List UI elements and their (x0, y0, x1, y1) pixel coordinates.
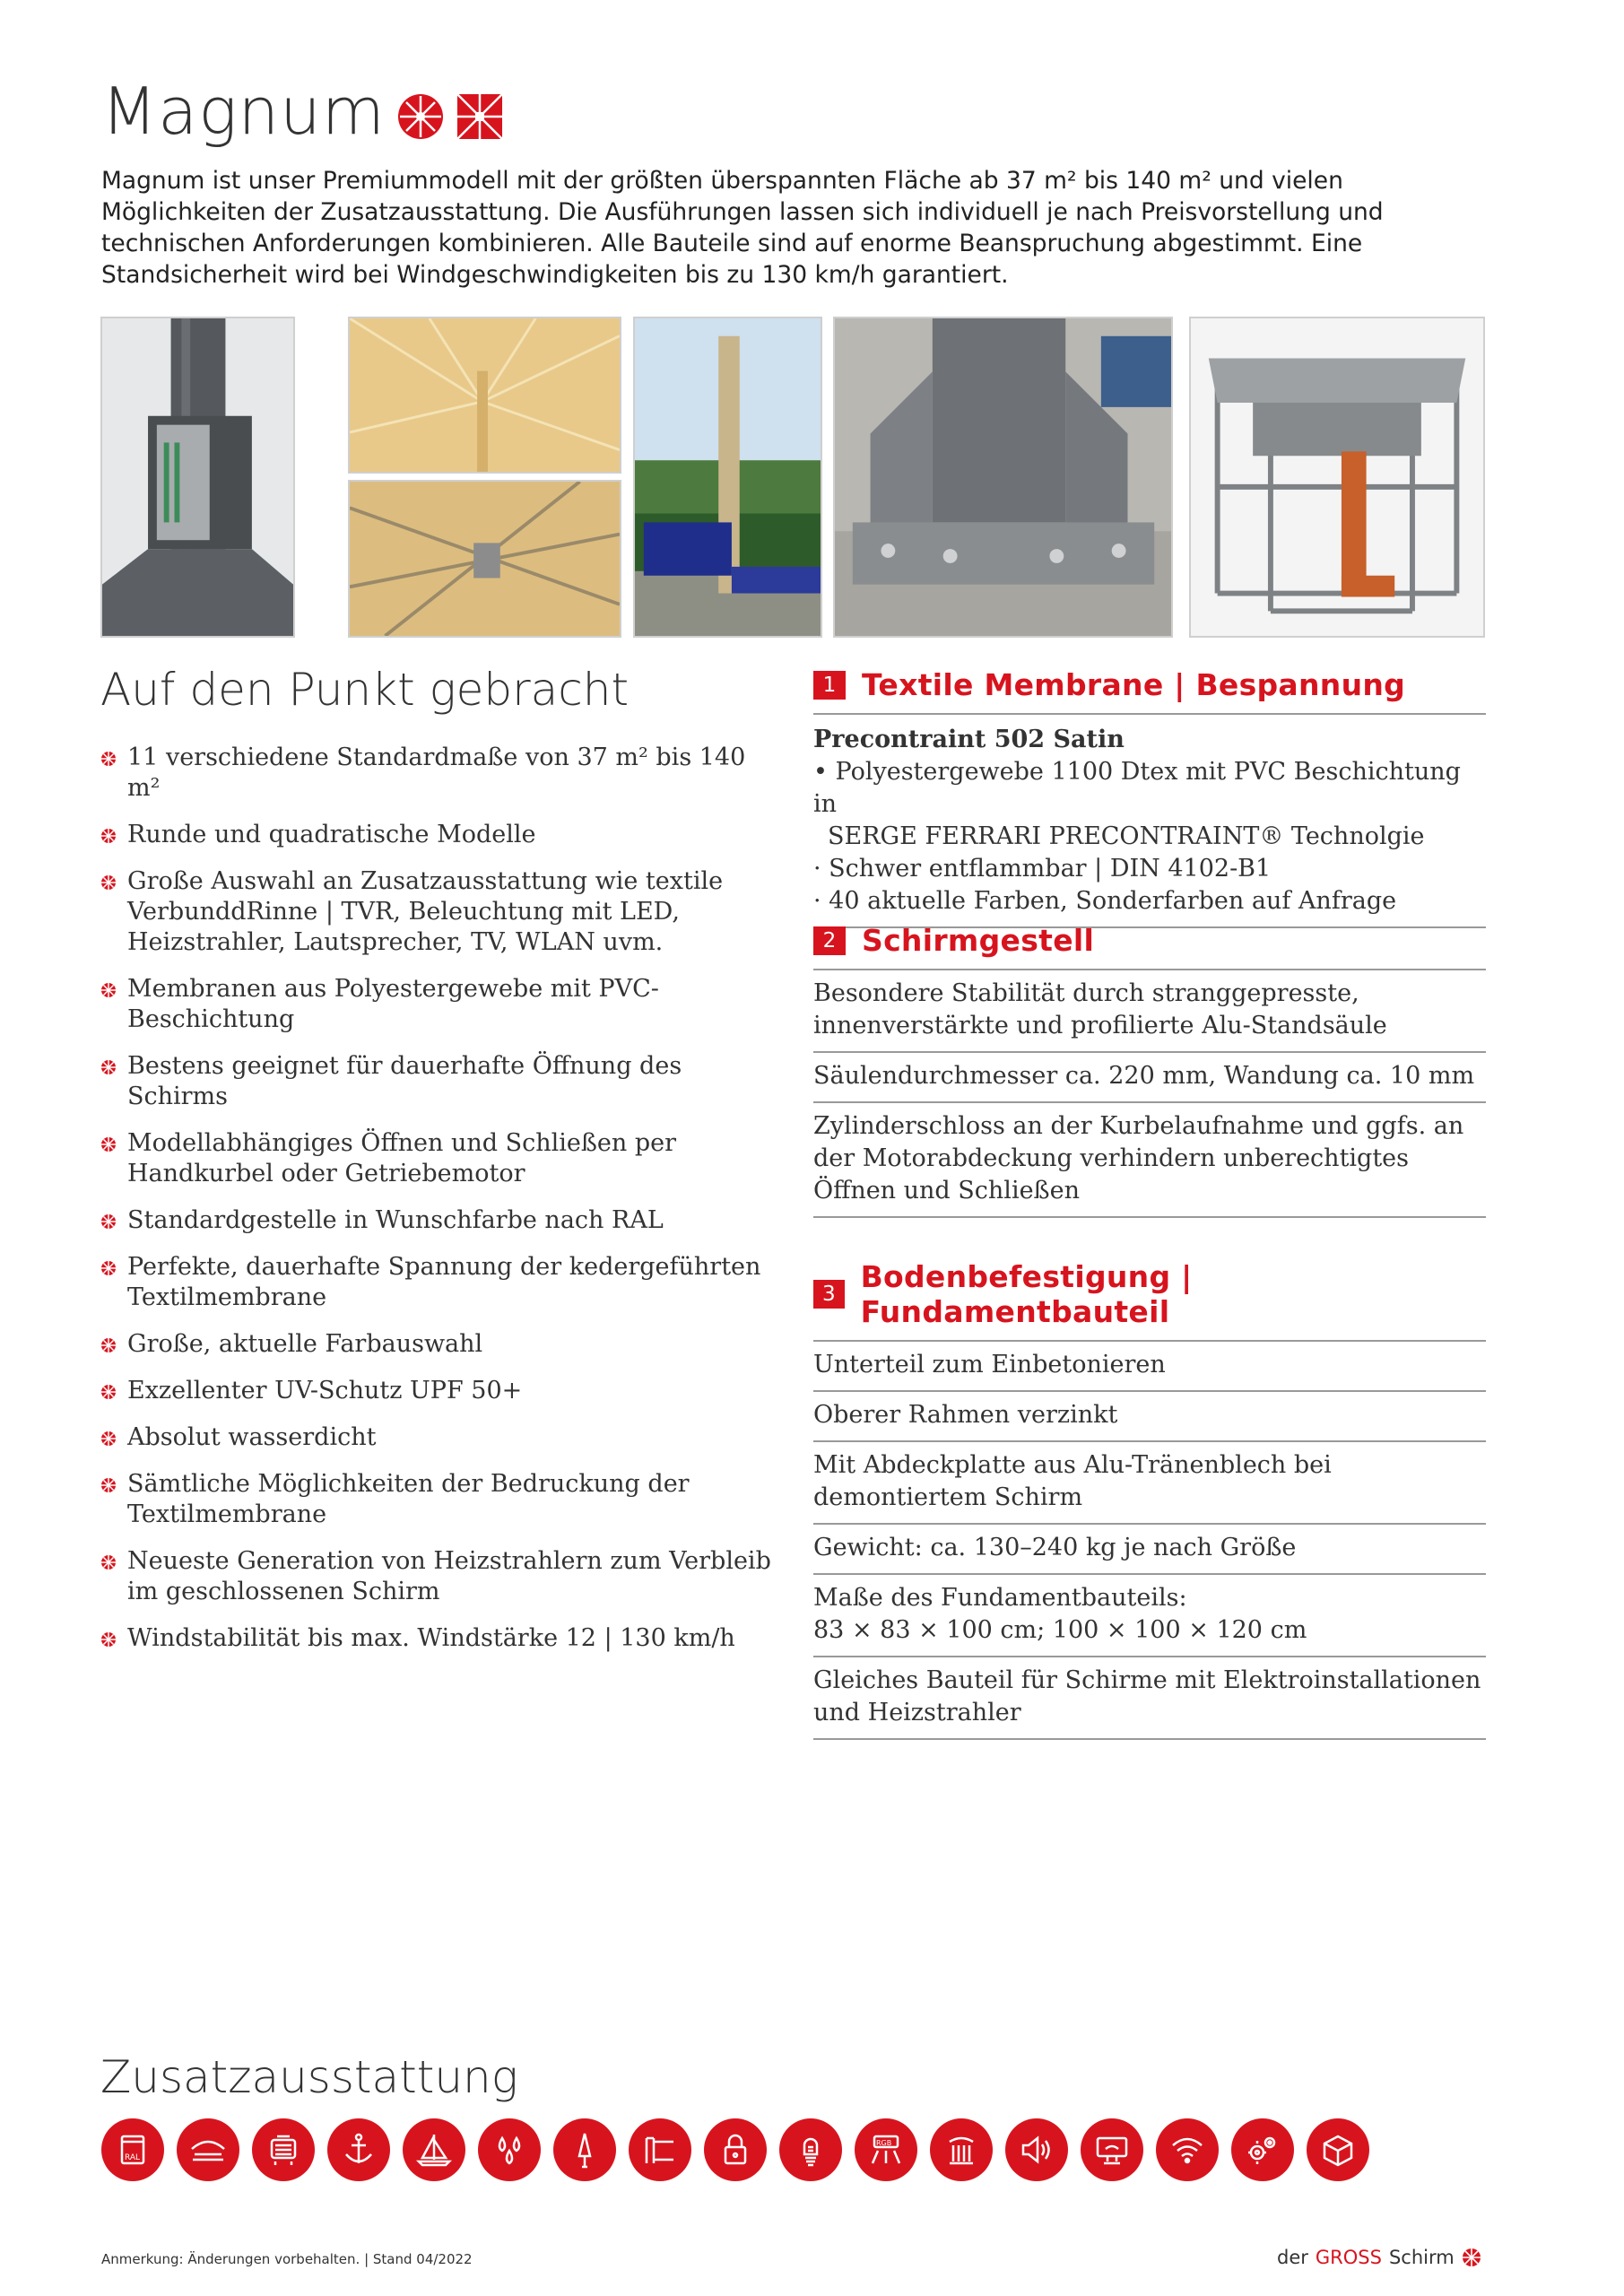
list-item (100, 1051, 782, 1112)
list-item (100, 1376, 782, 1406)
section-number: 1 (813, 671, 846, 700)
feature-text: Bestens geeignet für dauerhafte Öffnung des Schirms (127, 1052, 682, 1110)
spec-line: · 40 aktuelle Farben, Sonderfarben auf Anfrage (813, 887, 1397, 915)
speaker-icon (1005, 2118, 1068, 2181)
features-heading: Auf den Punkt gebracht (100, 664, 630, 716)
photo-canopy-lights (348, 480, 621, 638)
heater-icon (252, 2118, 315, 2181)
feature-text: Modellabhängiges Öffnen und Schließen per Handkurbel oder Getriebemotor (127, 1129, 677, 1187)
feature-text: Große Auswahl an Zusatzausstattung wie textile VerbunddRinne | TVR, Beleuchtung mit LED, Heizstrahler, Lautsprecher, TV, WLAN uvm. (127, 867, 724, 956)
spec-section-membrane (813, 667, 1486, 928)
rgb-light-icon (855, 2118, 917, 2181)
feature-text: Windstabilität bis max. Windstärke 12 | 130 km/h (127, 1624, 735, 1652)
section-header (813, 923, 1486, 970)
list-item (100, 1422, 782, 1453)
page-title: Magnum (101, 74, 386, 149)
spec-line: • Polyestergewebe 1100 Dtex mit PVC Beschichtung in (813, 758, 1461, 818)
section-header (813, 1259, 1486, 1342)
section-title: Schirmgestell (862, 923, 1095, 958)
model-badges (396, 92, 504, 141)
feature-text: Perfekte, dauerhafte Spannung der kedergeführten Textilmembrane (127, 1253, 761, 1311)
list-item (100, 974, 782, 1035)
photo-installation (633, 317, 822, 638)
bullet-icon (100, 1631, 117, 1648)
bullet-icon (100, 1384, 117, 1400)
feature-text: Membranen aus Polyestergewebe mit PVC-Beschichtung (127, 975, 659, 1033)
sail-icon (403, 2118, 465, 2181)
svg-text:RGB: RGB (876, 2139, 892, 2147)
spec-section-frame (813, 923, 1486, 1218)
list-item (100, 1252, 782, 1313)
section-title: Bodenbefestigung | Fundamentbauteil (860, 1259, 1193, 1329)
spec-row: Säulendurchmesser ca. 220 mm, Wandung ca. 10 mm (813, 1053, 1486, 1103)
umbrella-closed-icon (553, 2118, 616, 2181)
feature-text: 11 verschiedene Standardmaße von 37 m² bis 140 m² (127, 744, 746, 802)
photo-foundation-frame (1189, 317, 1485, 638)
wifi-icon (1156, 2118, 1219, 2181)
bullet-icon (100, 1213, 117, 1230)
ral-paint-icon (101, 2118, 164, 2181)
spec-section-foundation (813, 1259, 1486, 1740)
photo-column-base (100, 317, 295, 638)
list-item (100, 820, 782, 850)
list-item (100, 1128, 782, 1189)
feature-text: Große, aktuelle Farbauswahl (127, 1330, 483, 1358)
section-rows (813, 1342, 1486, 1740)
footer-note: Anmerkung: Änderungen vorbehalten. | Stand 04/2022 (101, 2251, 473, 2267)
spec-line: SERGE FERRARI PRECONTRAINT® Technolgie (828, 822, 1425, 850)
section-title: Textile Membrane | Bespannung (862, 667, 1406, 702)
list-item (100, 1623, 782, 1654)
anchor-icon (327, 2118, 390, 2181)
bullet-icon (100, 1337, 117, 1353)
feature-text: Standardgestelle in Wunschfarbe nach RAL (127, 1206, 664, 1234)
bullet-icon (100, 1136, 117, 1152)
spec-row: Gewicht: ca. 130–240 kg je nach Größe (813, 1525, 1486, 1575)
bullet-icon (100, 1059, 117, 1075)
section-number: 3 (813, 1280, 845, 1309)
side-wall-icon (629, 2118, 691, 2181)
spec-row: Zylinderschloss an der Kurbelaufnahme und ggfs. an der Motorabdeckung verhindern unberechtigtes Öffnen und Schließen (813, 1103, 1486, 1218)
tv-icon (1081, 2118, 1143, 2181)
spec-line: · Schwer entflammbar | DIN 4102-B1 (813, 855, 1272, 883)
brand-name: GROSS (1315, 2247, 1382, 2268)
section-header (813, 667, 1486, 715)
bullet-icon (100, 982, 117, 998)
spec-row: Oberer Rahmen verzinkt (813, 1392, 1486, 1442)
round-model-icon (396, 92, 445, 141)
section-rows (813, 970, 1486, 1218)
bullet-icon (100, 828, 117, 844)
photo-base-plate (833, 317, 1173, 638)
list-item (100, 1546, 782, 1607)
brand-suffix: Schirm (1388, 2247, 1455, 2268)
feature-text: Neueste Generation von Heizstrahlern zum Verbleib im geschlossenen Schirm (127, 1547, 771, 1605)
bullet-icon (100, 1431, 117, 1447)
list-item (100, 743, 782, 804)
bullet-icon (100, 751, 117, 767)
spec-row: Unterteil zum Einbetonieren (813, 1342, 1486, 1392)
bullet-icon (100, 1554, 117, 1570)
heat-radiator-icon (930, 2118, 993, 2181)
feature-text: Runde und quadratische Modelle (127, 821, 536, 848)
footer-brand (1277, 2247, 1481, 2268)
feature-text: Exzellenter UV-Schutz UPF 50+ (127, 1377, 523, 1405)
svg-text:RAL: RAL (125, 2153, 141, 2162)
section-rows (813, 715, 1486, 928)
spec-row: Besondere Stabilität durch stranggepresste, innenverstärkte und profilierte Alu-Standsäule (813, 970, 1486, 1053)
feature-list (100, 743, 782, 1670)
accessory-icons (101, 2118, 1369, 2181)
lock-icon (704, 2118, 767, 2181)
square-model-icon (456, 92, 504, 141)
feature-text: Absolut wasserdicht (127, 1423, 377, 1451)
list-item (100, 1205, 782, 1236)
brand-prefix: der (1277, 2247, 1308, 2268)
feature-text: Sämtliche Möglichkeiten der Bedruckung der Textilmembrane (127, 1470, 690, 1528)
motor-gears-icon (1231, 2118, 1294, 2181)
photo-canopy-top (348, 317, 621, 474)
box-icon (1307, 2118, 1369, 2181)
spec-subtitle: Precontraint 502 Satin (813, 726, 1125, 753)
led-bulb-icon (779, 2118, 842, 2181)
spec-row (813, 715, 1486, 928)
intro-text: Magnum ist unser Premiummodell mit der größten überspannten Fläche ab 37 m² bis 140 m² und vielen Möglichkeiten der Zusatzausstattung. Die Ausführungen lassen sich individuell je nach Preisvorstellung und technischen Anforderungen kombinieren. Alle Bauteile sind auf enorme Beanspruchung abgestimmt. Eine Standsicherheit wird bei Windgeschwindigkeiten bis zu 130 km/h garantiert. (101, 167, 1384, 289)
water-drops-icon (478, 2118, 541, 2181)
bullet-icon (100, 1477, 117, 1493)
list-item (100, 866, 782, 958)
brand-logo-icon (1462, 2248, 1481, 2267)
section-number: 2 (813, 926, 846, 955)
bullet-icon (100, 874, 117, 891)
accessories-heading: Zusatzausstattung (100, 2051, 518, 2103)
spec-row: Mit Abdeckplatte aus Alu-Tränenblech bei demontiertem Schirm (813, 1442, 1486, 1525)
spec-row: Gleiches Bauteil für Schirme mit Elektroinstallationen und Heizstrahler (813, 1657, 1486, 1740)
list-item (100, 1469, 782, 1530)
bullet-icon (100, 1260, 117, 1276)
spec-row: Maße des Fundamentbauteils: 83 × 83 × 100 cm; 100 × 100 × 120 cm (813, 1575, 1486, 1657)
list-item (100, 1329, 782, 1360)
tvr-gutter-icon (177, 2118, 239, 2181)
